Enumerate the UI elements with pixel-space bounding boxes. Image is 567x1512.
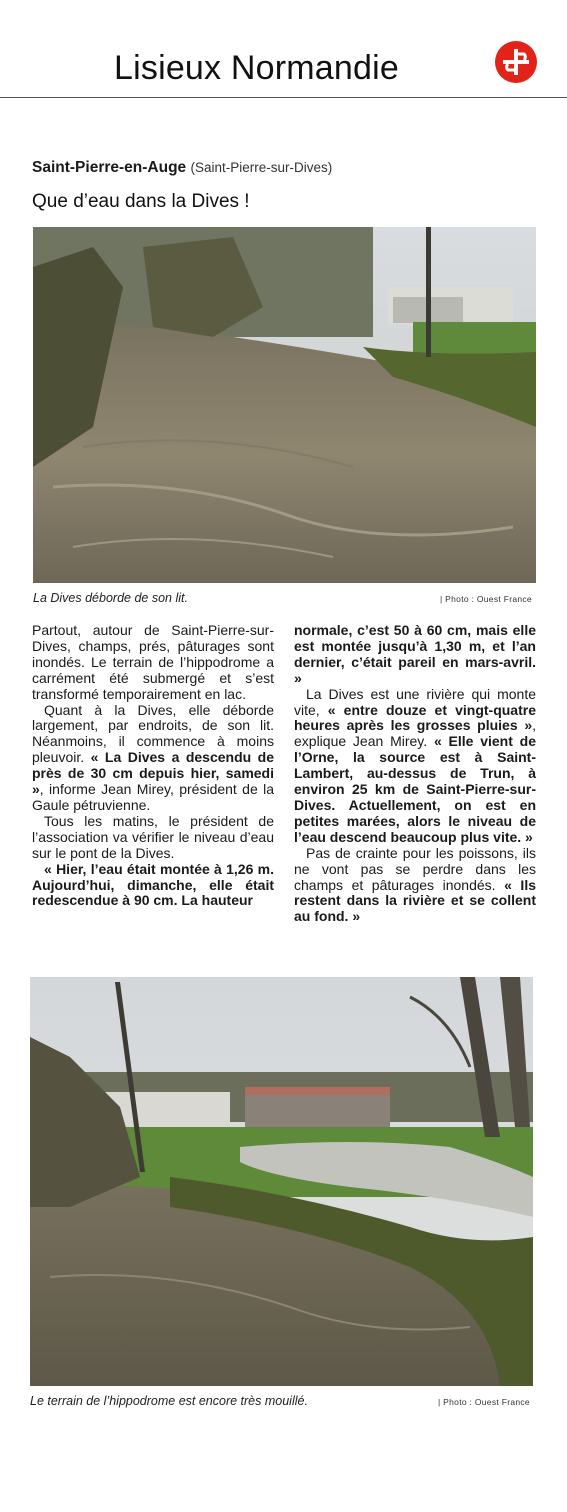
locality-name: Saint-Pierre-en-Auge [32,159,187,176]
col2-p3-text: Pas de crainte pour les poissons, ils ne vont pas se perdre dans les champs et pâturages inondés. [294,844,536,893]
section-title: Lisieux Normandie [114,49,399,87]
locality-sub: (Saint-Pierre-sur-Dives) [190,160,333,175]
col2-paragraph-3 [294,846,536,926]
photo-flooded-racecourse [30,977,533,1386]
photo-river-dives [33,227,536,583]
col2-p2-quote2: « Elle vient de l’Orne, la source est à Saint-Lambert, au-dessus de Trun, à environ 25 km de Saint-Pierre-sur-Dives. Actuellement, on est en petites marées, alors le niveau de l’eau descend beaucoup plus vite. » [294,733,536,845]
col2-p1-quote: normale, c’est 50 à 60 cm, mais elle est montée jusqu’à 1,30 m, et l’an dernier, c’était pareil en mars-avril. » [294,622,536,686]
col2-p2-text: La Dives est une rivière qui monte vite, [294,685,536,718]
photo2-caption: Le terrain de l’hippodrome est encore très mouillé. [30,1394,308,1408]
photo1-caption: La Dives déborde de son lit. [33,591,188,605]
col2-paragraph-2 [294,687,536,846]
article-column-1 [32,623,274,909]
col1-p2-end: , informe Jean Mirey, président de la Gaule pétruvienne. [32,781,274,813]
newspaper-logo-icon [494,40,538,84]
col1-p2-text: Quant à la Dives, elle déborde largement, par endroits, de son lit. Néanmoins, il commence à moins pleuvoir. [32,701,274,766]
photo2-credit: | Photo : Ouest France [438,1397,530,1407]
col1-paragraph-4 [32,862,274,910]
col1-p2-quote: « La Dives a descendu de près de 30 cm depuis hier, samedi » [32,749,275,798]
col1-paragraph-1: Partout, autour de Saint-Pierre-sur-Dives, champs, prés, pâturages sont inondés. Le terrain de l’hippodrome a carrément été submergé et s’est transformé temporairement en lac. [32,622,274,702]
col2-p3-quote: « Ils restent dans la rivière et se collent au fond. » [294,876,536,925]
article-headline: Que d’eau dans la Dives ! [32,191,250,212]
col2-p2-mid: , explique Jean Mirey. [294,717,536,750]
col1-p4-quote: « Hier, l’eau était montée à 1,26 m. Aujourd’hui, dimanche, elle était redescendue à 90 cm. La hauteur [32,860,274,909]
col1-paragraph-3: Tous les matins, le président de l’association va vérifier le niveau d’eau sur le pont de la Dives. [32,812,274,861]
article-locality [32,158,332,178]
page-header [0,0,567,98]
photo1-credit: | Photo : Ouest France [440,594,532,604]
col1-paragraph-2 [32,703,274,814]
col2-paragraph-1 [294,623,536,687]
col2-p2-quote: « entre douze et vingt-quatre heures après les grosses pluies » [294,701,536,734]
article-column-2 [294,623,536,925]
